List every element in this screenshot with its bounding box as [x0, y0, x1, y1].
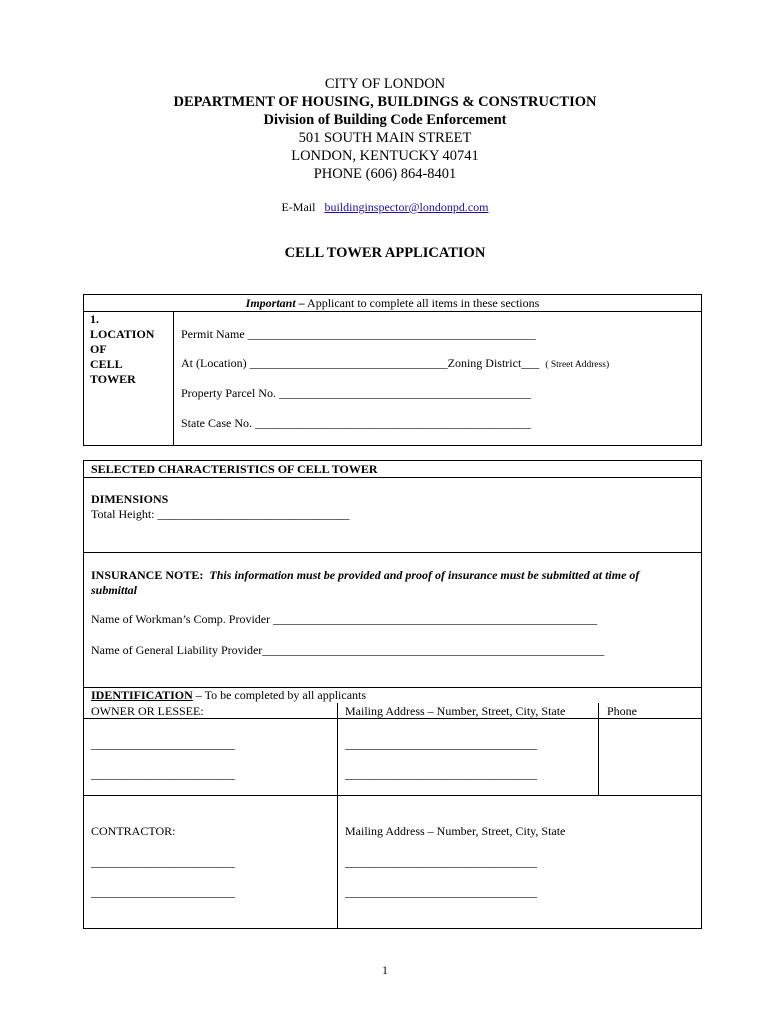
owner-address-line-1[interactable]: ________________________________ — [345, 737, 537, 751]
phone-column-header: Phone — [607, 704, 637, 718]
email-label: E-Mail — [281, 200, 316, 214]
contractor-label: CONTRACTOR: — [91, 824, 176, 838]
owner-address-line-2[interactable]: ________________________________ — [345, 767, 537, 781]
page-number: 1 — [382, 963, 388, 977]
street-address: 501 SOUTH MAIN STREET — [298, 130, 472, 146]
important-label: Important – — [245, 296, 305, 310]
insurance-note — [91, 568, 639, 583]
contractor-name-line-1[interactable]: ________________________ — [91, 855, 235, 869]
important-note — [83, 296, 702, 311]
street-address-note: ( Street Address) — [545, 360, 610, 370]
location-field-text: At (Location) _________________________________Zoning District___ — [181, 356, 540, 370]
division-heading: Division of Building Code Enforcement — [263, 112, 507, 128]
department-heading: DEPARTMENT OF HOUSING, BUILDINGS & CONSTRUCTION — [173, 94, 597, 110]
contractor-address-line-1[interactable]: ________________________________ — [345, 855, 537, 869]
insurance-note-cont: submittal — [91, 583, 138, 597]
general-liability-field[interactable]: Name of General Liability Provider_________________________________________________________ — [91, 643, 605, 657]
section-1-label-location: LOCATION — [90, 327, 155, 341]
form-title: CELL TOWER APPLICATION — [284, 245, 486, 261]
insurance-label: INSURANCE NOTE: — [91, 568, 204, 582]
dimensions-heading: DIMENSIONS — [91, 492, 169, 506]
identification-text: – To be completed by all applicants — [192, 688, 367, 702]
identification-heading — [91, 688, 366, 703]
location-field[interactable] — [181, 356, 609, 373]
property-parcel-field[interactable]: Property Parcel No. __________________________________________ — [181, 386, 531, 400]
owner-column-header: OWNER OR LESSEE: — [91, 704, 204, 718]
section-1-label-tower: TOWER — [90, 372, 136, 386]
section-1-label-cell: CELL — [90, 357, 123, 371]
important-text: Applicant to complete all items in these sections — [304, 296, 540, 310]
section-1-label-of: OF — [90, 342, 107, 356]
section-1-number: 1. — [90, 312, 99, 326]
total-height-field[interactable]: Total Height: ________________________________ — [91, 507, 350, 521]
phone-line: PHONE (606) 864-8401 — [313, 166, 457, 182]
characteristics-heading: SELECTED CHARACTERISTICS OF CELL TOWER — [91, 462, 378, 476]
city-heading: CITY OF LONDON — [324, 76, 446, 92]
email-line — [0, 200, 770, 215]
contractor-mailing-header: Mailing Address – Number, Street, City, State — [345, 824, 566, 838]
contractor-name-line-2[interactable]: ________________________ — [91, 885, 235, 899]
permit-name-field[interactable]: Permit Name ________________________________________________ — [181, 327, 536, 341]
email-link[interactable]: buildinginspector@londonpd.com — [324, 200, 489, 214]
identification-label: IDENTIFICATION — [91, 688, 193, 702]
state-case-field[interactable]: State Case No. ______________________________________________ — [181, 416, 531, 430]
workmans-comp-field[interactable]: Name of Workman’s Comp. Provider ______________________________________________________ — [91, 612, 598, 626]
city-state-zip: LONDON, KENTUCKY 40741 — [291, 148, 479, 164]
owner-name-line-1[interactable]: ________________________ — [91, 737, 235, 751]
mailing-column-header: Mailing Address – Number, Street, City, State — [345, 704, 566, 718]
insurance-text: This information must be provided and proof of insurance must be submitted at time of — [209, 568, 640, 582]
owner-name-line-2[interactable]: ________________________ — [91, 767, 235, 781]
contractor-address-line-2[interactable]: ________________________________ — [345, 885, 537, 899]
